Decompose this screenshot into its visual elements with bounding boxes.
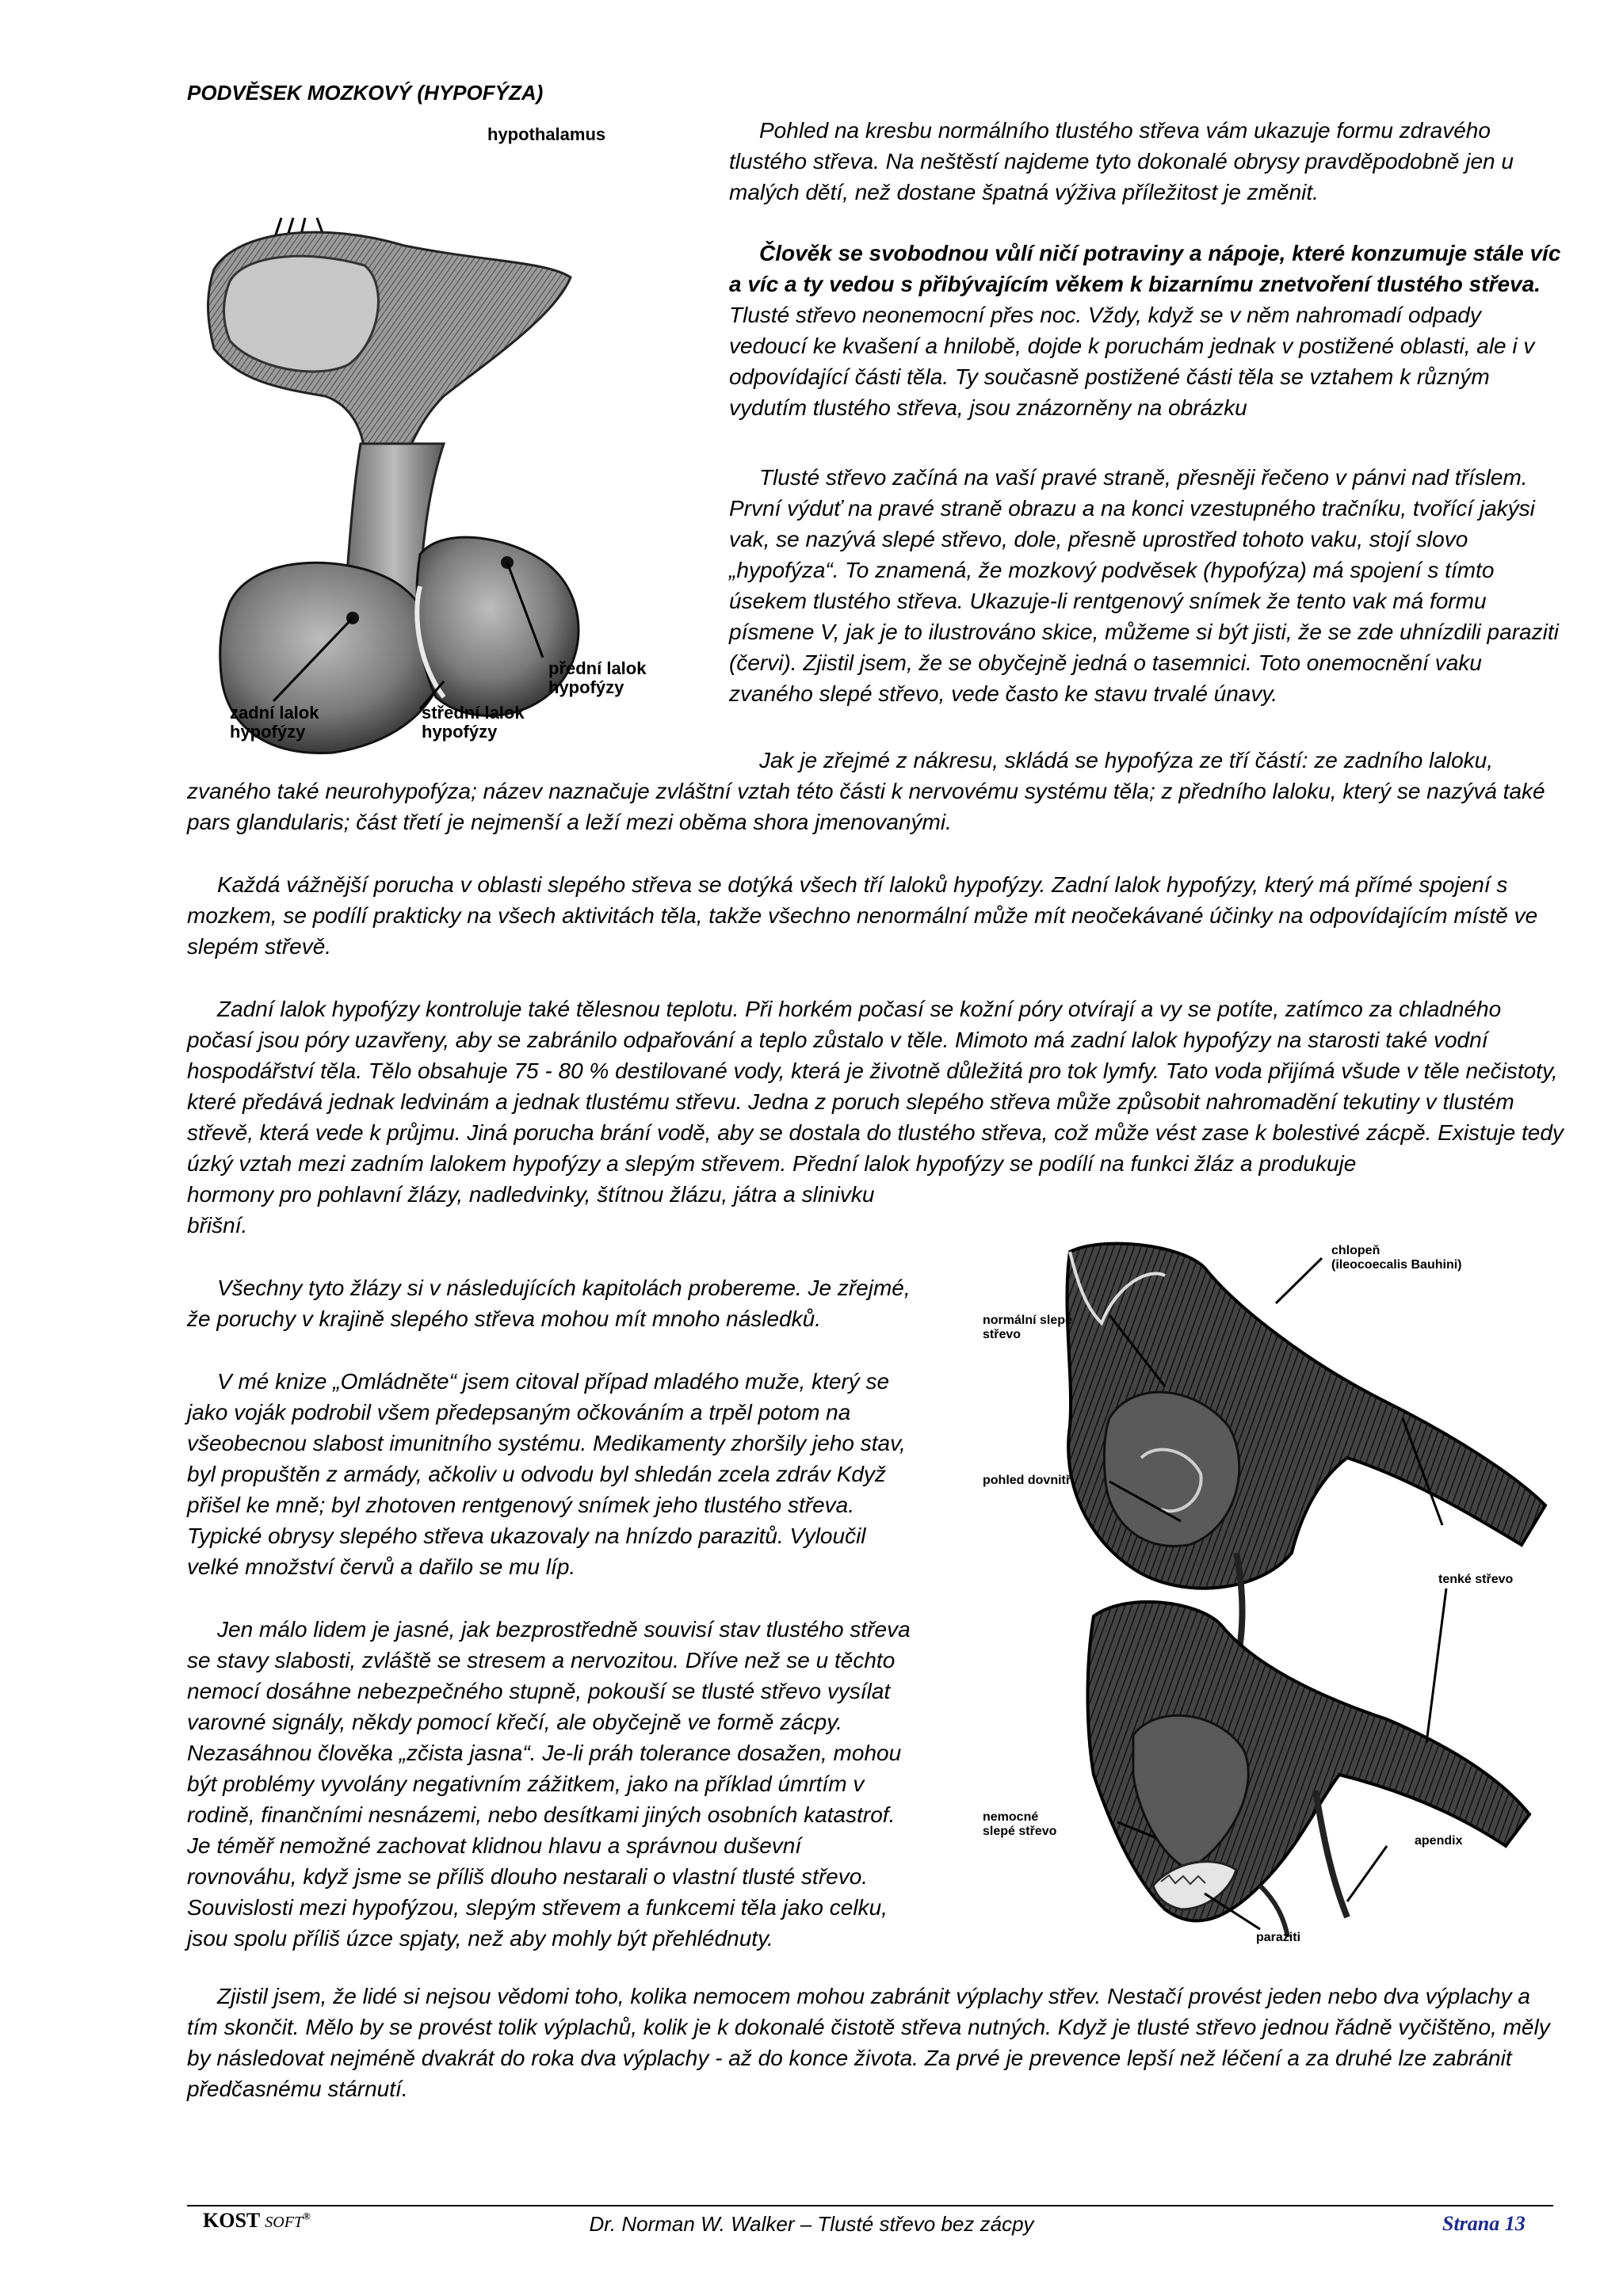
label-middle-lobe-line1: střední lalok (422, 703, 525, 723)
label-appendix: apendix (1415, 1834, 1463, 1848)
label-posterior-lobe-line1: zadní lalok (230, 703, 319, 723)
label-middle-lobe-line2: hypofýzy (422, 722, 498, 742)
label-hypothalamus: hypothalamus (487, 124, 606, 144)
footer-book-title: Dr. Norman W. Walker – Tlusté střevo bez zácpy (589, 2212, 1034, 2236)
pituitary-figure (182, 111, 689, 761)
paragraph-6: Zadní lalok hypofýzy kontroluje také tělesnou teplotu. Při horkém počasí se kožní póry otvírají a vy se potíte, zatímco za chladného počasí jsou póry uzavřeny, aby se zabránilo odpařování a teplo zůstalo v těle. Mimoto má zadní lalok hypofýzy na starosti také vodní hospodářství těla. Tělo obsahuje 75 - 80 % destilované vody, která je životně důležitá pro tok lymfy. Tato voda přijímá všude v těle nečistoty, které předává jednak ledvinám a jednak tlustému střevu. Jedna z poruch slepého střeva může způsobit nahromadění tekutiny v tlustém střevě, která vede k průjmu. Jiná porucha brání vodě, aby se dostala do tlustého střeva, což může vést zase k bolestivé zácpě. Existuje tedy úzký vztah mezi zadním lalokem hypofýzy a slepým střevem. Přední lalok hypofýzy se podílí na funkci žláz a produkuje (187, 997, 1564, 1176)
label-anterior-lobe-line2: hypofýzy (548, 677, 624, 697)
paragraph-1: Pohled na kresbu normálního tlustého střeva vám ukazuje formu zdravého tlustého střeva. Na neštěstí najdeme tyto dokonalé obrysy pravděpodobně jen u malých dětí, než dostane špatná výživa příležitost je změnit. (729, 118, 1514, 204)
paragraph-2-emphasis: Člověk se svobodnou vůlí ničí potraviny a nápoje, které konzumuje stále víc a víc a ty vedou s přibývajícím věkem k bizarnímu znetvoření tlustého střeva. (729, 241, 1561, 296)
footer-logo-soft: SOFT (265, 2214, 304, 2231)
paragraph-7: Všechny tyto žlázy si v následujících kapitolách probereme. Je zřejmé, že poruchy v krajině slepého střeva mohou mít mnoho následků. (187, 1276, 911, 1331)
paragraph-4: zvaného také neurohypofýza; název naznačuje zvláštní vztah této části k nervovému systému těla; z předního laloku, který se nazývá také pars glandularis; část třetí je nejmenší a leží mezi oběma shora jmenovanými. (187, 779, 1545, 834)
label-ileocecal-valve-line1: chlopeň (1331, 1244, 1381, 1257)
label-diseased-cecum-line2: slepé střevo (983, 1825, 1057, 1838)
label-normal-cecum-line2: střevo (983, 1328, 1022, 1341)
label-posterior-lobe-line2: hypofýzy (230, 722, 306, 742)
label-normal-cecum (983, 1314, 1072, 1342)
footer-logo-main: KOST (203, 2209, 260, 2232)
label-anterior-lobe-line1: přední lalok (548, 658, 647, 678)
page-heading: PODVĚSEK MOZKOVÝ (HYPOFÝZA) (187, 81, 544, 105)
paragraph-4-first-line: Jak je zřejmé z nákresu, skládá se hypofýza ze tří částí: ze zadního laloku, (759, 748, 1493, 772)
paragraph-9: Jen málo lidem je jasné, jak bezprostředně souvisí stav tlustého střeva se stavy slabosti, zvláště se stresem a nervozitou. Dříve než se u těchto nemocí dosáhne nebezpečného stupně, pokouší se tlusté střevo vysílat varovné signály, někdy pomocí křečí, ale obyčejně ve formě zácpy. Nezasáhnou člověka „zčista jasna“. Je-li práh tolerance dosažen, mohou být problémy vyvolány negativním zážitkem, jako na příklad úmrtím v rodině, finančními nesnázemi, nebo desítkami jiných osobních katastrof. Je téměř nemožné zachovat klidnou hlavu a správnou duševní rovnováhu, když jsme se příliš dlouho nestarali o vlastní tlusté střevo. Souvislosti mezi hypofýzou, slepým střevem a funkcemi těla jako celku, jsou spolu příliš úzce spjaty, než aby mohly být přehlédnuty. (187, 1617, 911, 1951)
label-diseased-cecum-line1: nemocné (983, 1810, 1039, 1824)
paragraph-3: Tlusté střevo začíná na vaší pravé straně, přesněji řečeno v pánvi nad tříslem. První výduť na pravé straně obrazu a na konci vzestupného tračníku, tvořící jakýsi vak, se nazývá slepé střevo, dole, přesně uprostřed tohoto vaku, stojí slovo „hypofýza“. To znamená, že mozkový podvěsek (hypofýza) má spojení s tímto úsekem tlustého střeva. Ukazuje-li rentgenový snímek že tento vak má formu písmene V, jak je to ilustrováno skice, můžeme si být jisti, že se zde uhnízdili paraziti (červi). Zjistil jsem, že se obyčejně jedná o tasemnici. Toto onemocnění vaku zvaného slepé střevo, vede často ke stavu trvalé únavy. (729, 465, 1559, 706)
label-normal-cecum-line1: normální slepé (983, 1314, 1072, 1327)
cecum-figure (975, 1220, 1569, 1973)
footer-page-number: Strana 13 (1442, 2212, 1526, 2235)
label-posterior-lobe (230, 704, 319, 742)
paragraph-8: V mé knize „Omládněte“ jsem citoval případ mladého muže, který se jako voják podrobil všem předepsaným očkováním a trpěl potom na všeobecnou slabost imunitního systému. Medikamenty zhoršily jeho stav, byl propuštěn z armády, ačkoliv u odvodu byl shledán zcela zdráv Když přišel ke mně; byl zhotoven rentgenový snímek jeho tlustého střeva. Typické obrysy slepého střeva ukazovaly na hnízdo parazitů. Vyloučil velké množství červů a dařilo se mu líp. (187, 1369, 906, 1579)
paragraph-10: Zjistil jsem, že lidé si nejsou vědomi toho, kolika nemocem mohou zabránit výplachy střev. Nestačí provést jeden nebo dva výplachy a tím skončit. Mělo by se provést tolik výplachů, kolik je k dokonalé čistotě střeva nutných. Když je tlusté střevo jednou řádně vyčištěno, měly by následovat nejméně dvakrát do roka dva výplachy - až do konce života. Za prvé je prevence lepší než léčení a za druhé lze zabránit předčasnému stárnutí. (187, 1984, 1550, 2101)
label-ileocecal-valve-line2: (ileocoecalis Bauhini) (1331, 1258, 1462, 1272)
footer-divider (187, 2205, 1553, 2206)
label-inside-view: pohled dovnitř (983, 1474, 1071, 1487)
paragraph-2 (729, 238, 1561, 423)
label-diseased-cecum (983, 1810, 1056, 1839)
label-middle-lobe (422, 704, 525, 742)
label-ileocecal-valve (1331, 1244, 1461, 1272)
label-anterior-lobe (548, 659, 646, 697)
paragraph-5: Každá vážnější porucha v oblasti slepého střeva se dotýká všech tří laloků hypofýzy. Zadní lalok hypofýzy, který má přímé spojení s mozkem, se podílí prakticky na všech aktivitách těla, takže všechno nenormální může mít neočekávané účinky na odpovídajícím místě ve slepém střevě. (187, 872, 1538, 959)
label-small-intestine: tenké střevo (1438, 1573, 1514, 1586)
label-parasites: paraziti (1256, 1931, 1301, 1944)
paragraph-2-text: Tlusté střevo neonemocní přes noc. Vždy, když se v něm nahromadí odpady vedoucí ke kvašení a hnilobě, dojde k poruchám jednak v postižené oblasti, ale i v odpovídající části těla. Ty současně postižené části těla se vztahem k různým vydutím tlustého střeva, jsou znázorněny na obrázku (729, 303, 1535, 420)
footer-logo-registered: ® (303, 2210, 311, 2222)
paragraph-6-tail: hormony pro pohlavní žlázy, nadledvinky, štítnou žlázu, játra a slinivku břišní. (187, 1182, 875, 1238)
